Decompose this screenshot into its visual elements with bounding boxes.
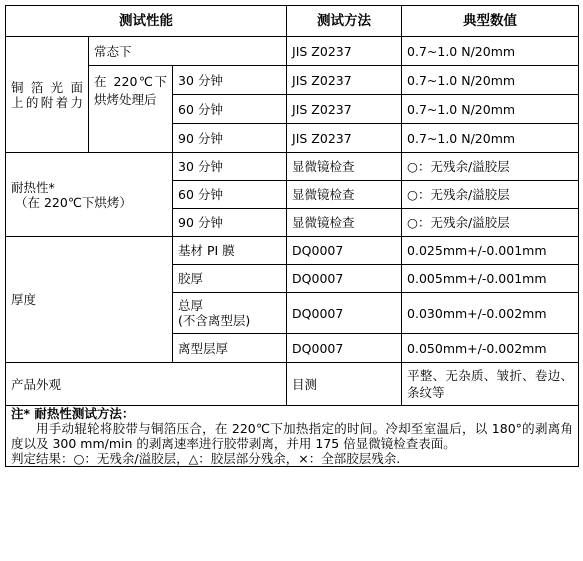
heat-method: 显微镜检查 — [287, 153, 402, 181]
heat-time: 60 分钟 — [173, 181, 287, 209]
table-row — [6, 153, 579, 181]
thickness-value: 0.030mm+/-0.002mm — [402, 293, 579, 334]
adhesion-normal-method: JIS Z0237 — [287, 37, 402, 66]
thickness-method: DQ0007 — [287, 237, 402, 265]
thickness-item-main: 总厚 — [178, 298, 204, 313]
table-row — [6, 37, 579, 66]
adhesion-method: JIS Z0237 — [287, 66, 402, 95]
heat-label-line1: 耐热性* — [11, 179, 55, 195]
appearance-value: 平整、无杂质、皱折、卷边、条纹等 — [402, 363, 579, 406]
adhesion-time: 90 分钟 — [173, 124, 287, 153]
adhesion-value: 0.7~1.0 N/20mm — [402, 66, 579, 95]
adhesion-label — [6, 37, 89, 153]
heat-method: 显微镜检查 — [287, 209, 402, 237]
header-value: 典型数值 — [402, 6, 579, 37]
heat-value: ○：无残余/溢胶层 — [402, 209, 579, 237]
table-row — [6, 363, 579, 406]
heat-time: 30 分钟 — [173, 153, 287, 181]
adhesion-method: JIS Z0237 — [287, 124, 402, 153]
header-performance: 测试性能 — [6, 6, 287, 37]
heat-method: 显微镜检查 — [287, 181, 402, 209]
spec-table — [5, 5, 579, 467]
heat-time: 90 分钟 — [173, 209, 287, 237]
adhesion-normal-condition: 常态下 — [89, 37, 287, 66]
appearance-label: 产品外观 — [6, 363, 287, 406]
thickness-method: DQ0007 — [287, 334, 402, 363]
note-result: 判定结果：○：无残余/溢胶层，△：胶层部分残余，×：全部胶层残余. — [11, 451, 401, 466]
note-body: 用手动辊轮将胶带与铜箔压合，在 220℃下加热指定的时间。冷却至室温后，以 180°的剥离角度以及 300 mm/min 的剥离速率进行胶带剥离，并用 175 倍显微镜检查表面。 — [11, 421, 574, 451]
thickness-label: 厚度 — [6, 237, 173, 363]
heat-label-line2: （在 220℃下烘烤） — [15, 194, 132, 210]
header-method: 测试方法 — [287, 6, 402, 37]
heat-label — [6, 153, 173, 237]
thickness-value: 0.050mm+/-0.002mm — [402, 334, 579, 363]
thickness-item — [173, 293, 287, 334]
adhesion-method: JIS Z0237 — [287, 95, 402, 124]
appearance-method: 目测 — [287, 363, 402, 406]
adhesion-value: 0.7~1.0 N/20mm — [402, 95, 579, 124]
thickness-item: 离型层厚 — [173, 334, 287, 363]
adhesion-value: 0.7~1.0 N/20mm — [402, 124, 579, 153]
adhesion-time: 30 分钟 — [173, 66, 287, 95]
adhesion-time: 60 分钟 — [173, 95, 287, 124]
thickness-method: DQ0007 — [287, 265, 402, 293]
adhesion-label-line2: 上的附着力 — [11, 94, 83, 110]
thickness-value: 0.025mm+/-0.001mm — [402, 237, 579, 265]
heat-value: ○：无残余/溢胶层 — [402, 153, 579, 181]
note-row — [6, 406, 579, 467]
note-cell — [6, 406, 579, 467]
note-title: 注* 耐热性测试方法： — [11, 406, 135, 421]
heat-value: ○：无残余/溢胶层 — [402, 181, 579, 209]
table-row — [6, 237, 579, 265]
thickness-item-sub: (不含离型层) — [178, 313, 251, 328]
adhesion-normal-value: 0.7~1.0 N/20mm — [402, 37, 579, 66]
thickness-item: 胶厚 — [173, 265, 287, 293]
thickness-value: 0.005mm+/-0.001mm — [402, 265, 579, 293]
adhesion-baked-label: 在 220℃下烘烤处理后 — [89, 66, 173, 153]
adhesion-label-line1: 铜箔光面 — [11, 79, 83, 95]
thickness-item: 基材 PI 膜 — [173, 237, 287, 265]
table-row — [6, 66, 579, 95]
thickness-method: DQ0007 — [287, 293, 402, 334]
header-row — [6, 6, 579, 37]
